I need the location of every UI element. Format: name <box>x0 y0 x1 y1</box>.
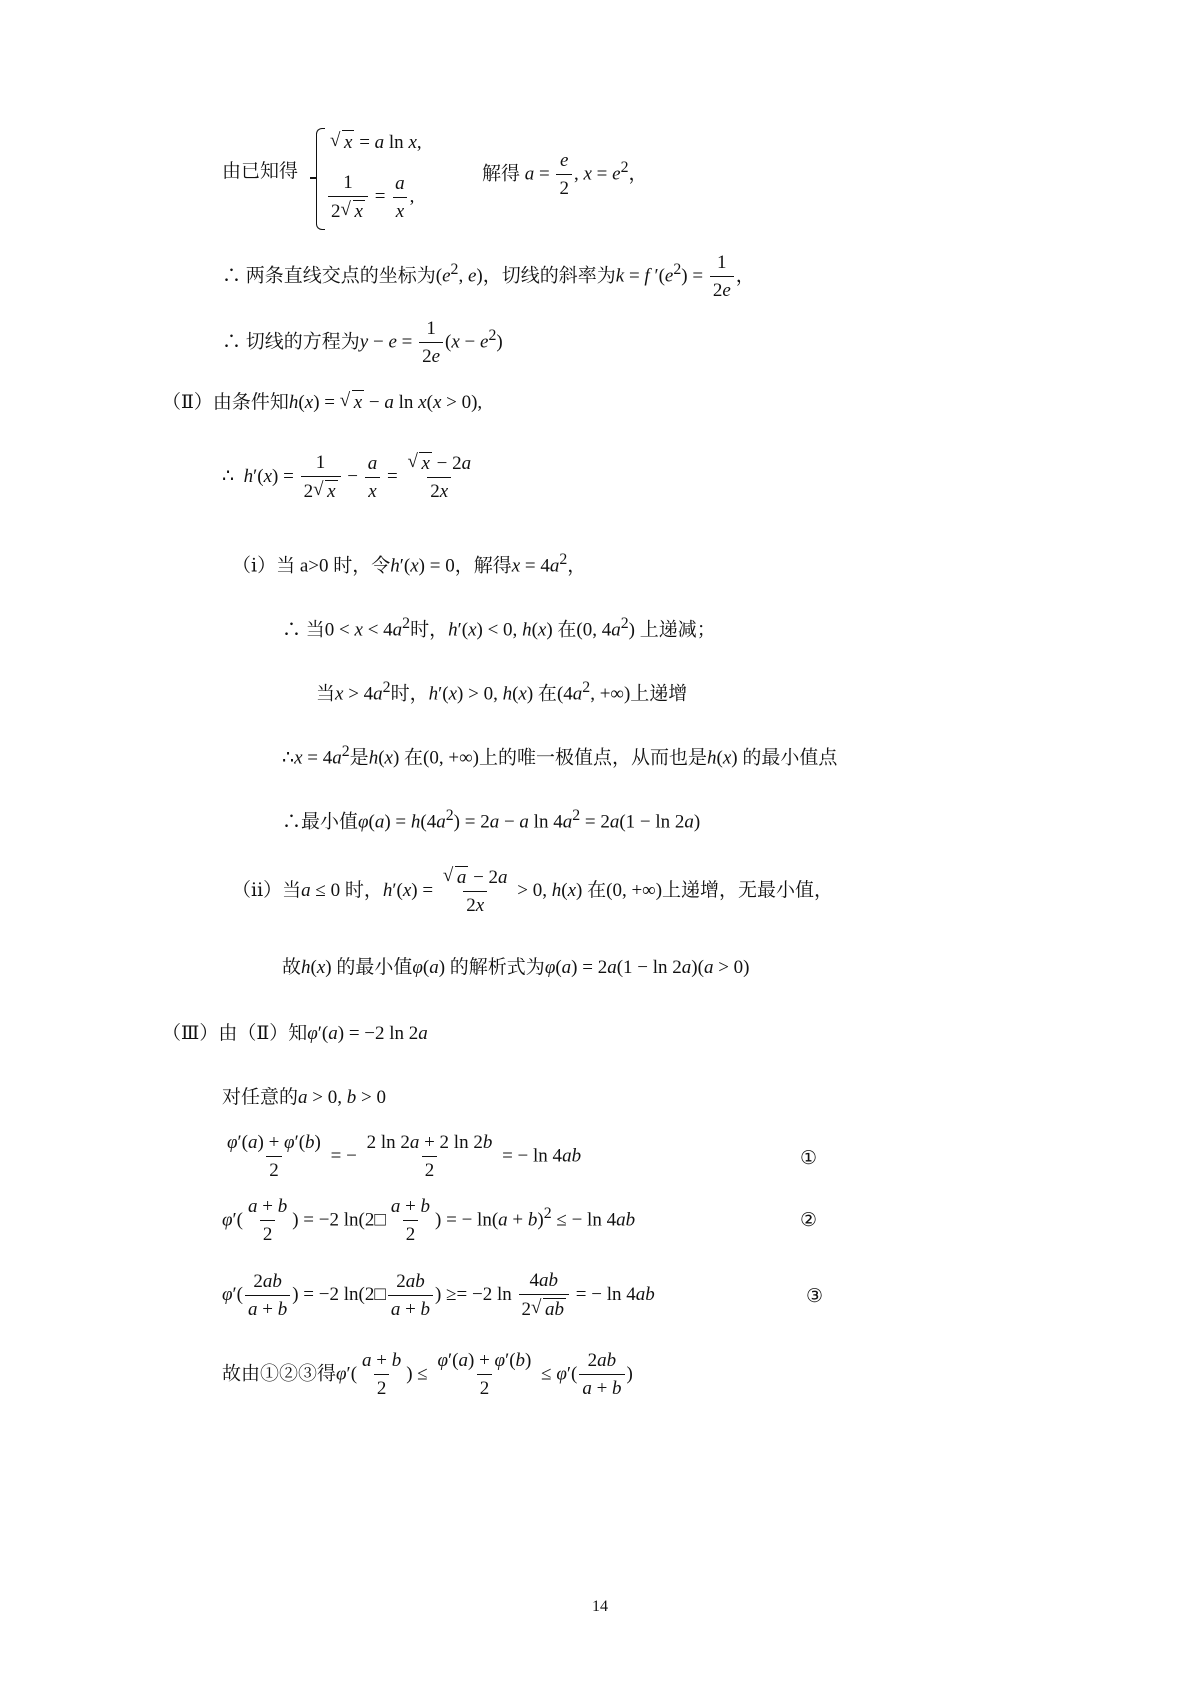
therefore-symbol: ∴ <box>222 265 242 287</box>
tangent-line: ∴ 切线的方程为y − e = $\frac{1}{2e}$ $(x - e^2)$ <box>222 318 503 367</box>
part3-line: （Ⅲ）由（Ⅱ）知φ′(a) = −2 ln 2a <box>162 1023 428 1044</box>
system-eq-2: $\frac{1}{2√ x}$ = $\frac{a}{x}$ , <box>326 172 414 223</box>
conclusion-line: 故h(x) 的最小值φ(a) 的解析式为φ(a) = 2a(1 − ln 2a)(a > 0) <box>282 957 750 978</box>
part2-label: （Ⅱ）由条件知 <box>162 392 289 413</box>
case-i-line: （ⅰ）当 a>0 时，令h′(x) = 0，解得$x = 4a^2$， <box>232 551 587 577</box>
left-brace <box>316 128 325 230</box>
tangent-text: 切线的方程为 <box>245 331 360 353</box>
intersection-line: ∴ 两条直线交点的坐标为($e^2$, e)，切线的斜率为k = f $'(e^2)$ = $\frac{1}{2e}$ ， <box>222 252 755 301</box>
marker-2: ② <box>800 1209 818 1231</box>
final-label: 故由①②③得 <box>222 1363 337 1385</box>
solve-label: 解得 <box>482 163 521 185</box>
part3-label: （Ⅲ）由（Ⅱ）知 <box>162 1023 308 1044</box>
solve-result: 解得 a = $\frac{e}{2}$ , $x = e^2$， <box>482 150 648 199</box>
decreasing-line: ∴ 当$0 < x < 4a^2$时，h′(x) < 0, h(x) 在(0, $4a^2$) 上递减； <box>282 615 716 641</box>
part2-line: （Ⅱ）由条件知h(x) = √ x − a ln x(x > 0), <box>162 390 482 415</box>
min-value-line: ∴最小值$\varphi(a) = h(4a^2) = 2a - a$ $\ln 4a^2 = 2a(1 - \ln 2a)$ <box>282 807 701 833</box>
extreme-line: ∴x = $4a^2$是h(x) 在(0, +∞)上的唯一极值点，从而也是h(x) 的最小值点 <box>282 743 838 769</box>
comma: ， <box>628 163 648 185</box>
final-line: 故由①②③得φ′( $\frac{a + b}{2}$ ) ≤ $\frac{\varphi'(a) + \varphi'(b)}{2}$ ≤ φ′( $\frac{2ab}{a + b}$ ) <box>222 1350 633 1399</box>
case-ii-line: （ⅱ）当a ≤ 0 时，h′(x) = √ $\frac{a - 2a}{2x}$ > 0, h(x) 在(0, +∞)上递增，无最小值， <box>232 866 833 917</box>
inequality-1: $\frac{\varphi'(a) + \varphi'(b)}{2}$ = − $\frac{2 \ln 2a + 2 \ln 2b}{2}$ = − ln 4ab <box>227 1132 582 1181</box>
arbitrary-line: 对任意的a > 0, b > 0 <box>222 1087 386 1108</box>
given-label: 由已知得 <box>222 161 299 182</box>
case-i-label: （ⅰ）当 a>0 时，令 <box>232 555 391 577</box>
page-number: 14 <box>592 1598 608 1615</box>
intersection-text: 两条直线交点的坐标为 <box>245 265 436 287</box>
inequality-3: φ′( $\frac{2ab}{a + b}$ ) = −2 ln(2□ $\frac{2ab}{a + b}$ ) ≥= −2 ln $\frac{4ab}{2√ ab}$ = − ln 4ab <box>222 1270 655 1321</box>
increasing-line: 当$x > 4a^2$时，h′(x) > 0, h(x) 在($4a^2$, +∞)上递增 <box>316 679 688 705</box>
system-eq-1: √ x = a ln x, <box>330 130 422 155</box>
marker-3: ③ <box>806 1285 824 1307</box>
case-ii-label: （ⅱ）当 <box>232 879 302 901</box>
slope-text: ，切线的斜率为 <box>482 265 616 287</box>
inequality-2: φ′( $\frac{a + b}{2}$ ) = −2 ln(2□ $\frac{a + b}{2}$ ) = − $\ln(a + b)^2$ ≤ − ln 4ab <box>222 1196 636 1245</box>
marker-1: ① <box>800 1147 818 1169</box>
derivative-line: ∴ h′(x) = $\frac{1}{2√ x}$ − $\frac{a}{x}$ = √ $\frac{x - 2a}{2x}$ <box>222 452 476 503</box>
